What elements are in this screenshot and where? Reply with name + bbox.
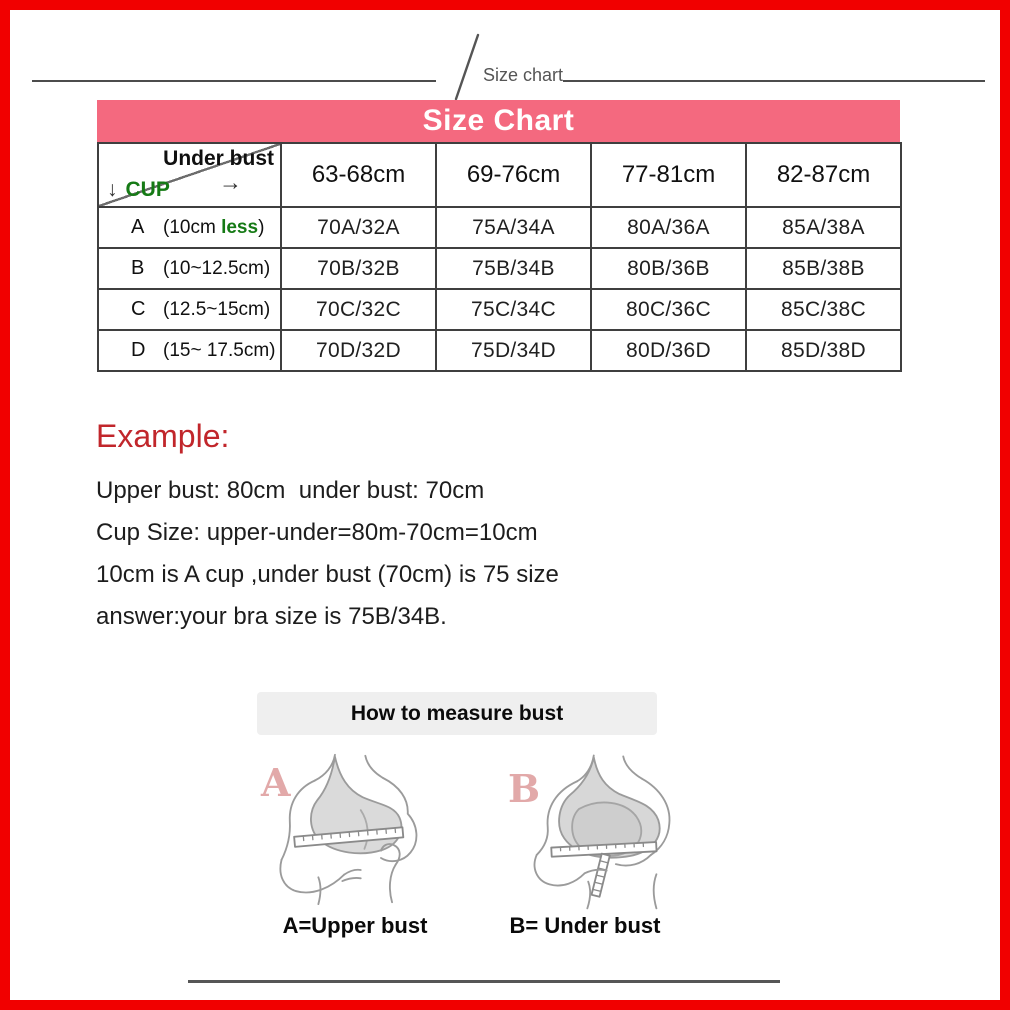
top-divider-line-left: [32, 80, 436, 82]
cup-row-label: [98, 330, 281, 371]
cup-row-label: [98, 289, 281, 330]
size-cell: 75A/34A: [436, 207, 591, 248]
size-chart-title: Size Chart: [97, 100, 900, 142]
size-chart-caption: Size chart: [483, 65, 564, 85]
example-text: [96, 470, 559, 638]
cup-letter: D: [131, 339, 146, 361]
column-header-69-76: 69-76cm: [436, 143, 591, 207]
figure-label-upper-bust: A=Upper bust: [282, 913, 428, 938]
example-line: Cup Size: upper-under=80m-70cm=10cm: [96, 519, 538, 546]
size-cell: 80D/36D: [591, 330, 746, 371]
column-header-63-68: 63-68cm: [281, 143, 436, 207]
right-arrow-icon: →: [219, 169, 242, 195]
size-cell: 85A/38A: [746, 207, 901, 248]
cup-row-label: [98, 248, 281, 289]
column-header-77-81: 77-81cm: [591, 143, 746, 207]
size-cell: 70D/32D: [281, 330, 436, 371]
size-cell: 80A/36A: [591, 207, 746, 248]
table-row-cup-b: [98, 248, 901, 289]
size-cell: 80B/36B: [591, 248, 746, 289]
cup-note: (10cm less): [163, 217, 265, 238]
cup-letter: C: [131, 298, 146, 320]
example-line: 10cm is A cup ,under bust (70cm) is 75 size: [96, 561, 559, 588]
size-cell: 70A/32A: [281, 207, 436, 248]
cup-note: (15~ 17.5cm): [163, 340, 276, 361]
example-heading: Example:: [96, 418, 230, 454]
figure-letter-b: B: [508, 766, 541, 811]
cup-letter: B: [131, 257, 145, 279]
table-row-cup-c: [98, 289, 901, 330]
size-cell: 75B/34B: [436, 248, 591, 289]
down-arrow-icon: ↓: [107, 178, 118, 201]
top-divider-line-right: [563, 80, 985, 82]
figure-letter-a: A: [261, 760, 291, 805]
size-cell: 85B/38B: [746, 248, 901, 289]
size-cell: 85C/38C: [746, 289, 901, 330]
measure-title-bar: How to measure bust: [257, 692, 657, 735]
table-row-cup-a: [98, 207, 901, 248]
size-chart: [97, 100, 900, 372]
slash-mark: [452, 33, 482, 101]
table-row-cup-d: [98, 330, 901, 371]
under-bust-label: Under bust: [163, 147, 274, 170]
bottom-divider-line: [188, 980, 780, 983]
figure-label-under-bust: B= Under bust: [509, 913, 661, 938]
column-header-82-87: 82-87cm: [746, 143, 901, 207]
example-line: Upper bust: 80cm under bust: 70cm: [96, 477, 485, 504]
cup-label: CUP: [125, 178, 170, 201]
size-cell: 85D/38D: [746, 330, 901, 371]
cup-header-label: [107, 178, 170, 202]
cup-letter: A: [131, 216, 145, 238]
cup-row-label: [98, 207, 281, 248]
size-cell: 70B/32B: [281, 248, 436, 289]
example-line: answer:your bra size is 75B/34B.: [96, 603, 447, 630]
size-cell: 70C/32C: [281, 289, 436, 330]
size-cell: 75C/34C: [436, 289, 591, 330]
size-chart-table: [97, 142, 902, 372]
corner-header-cell: [98, 143, 281, 207]
cup-note: (10~12.5cm): [163, 258, 271, 279]
size-cell: 80C/36C: [591, 289, 746, 330]
size-cell: 75D/34D: [436, 330, 591, 371]
cup-note: (12.5~15cm): [163, 299, 271, 320]
